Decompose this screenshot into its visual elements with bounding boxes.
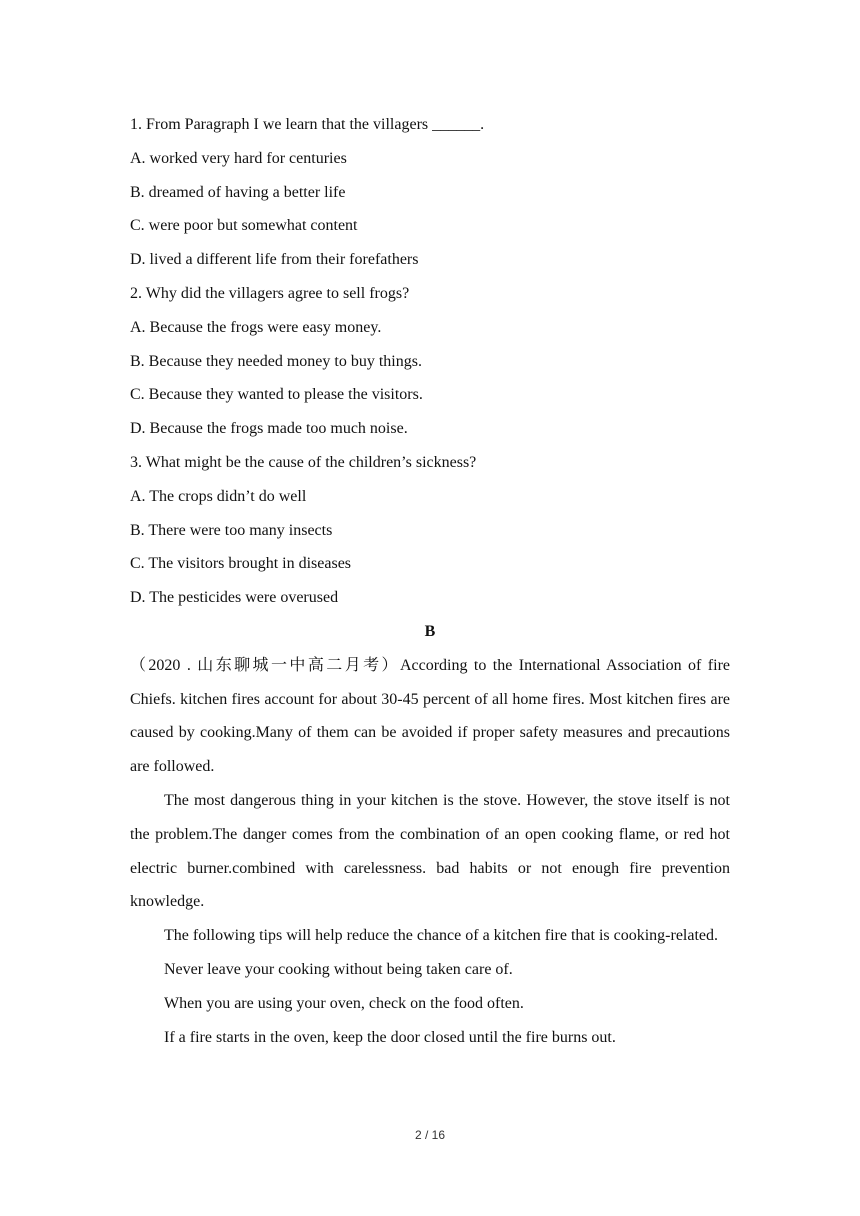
answer-option: D. lived a different life from their forefathers <box>130 251 419 269</box>
passage-paragraph: （2020 . 山东聊城一中高二月考）According to the International Association of fire Chiefs. kitchen fires account for about 30-45 percent of all home fires. Most kitchen fires are caused by cooking.Many of them can be avoided if proper safety measures and precautions are followed. <box>130 656 730 776</box>
safety-tip: If a fire starts in the oven, keep the door closed until the fire burns out. <box>164 1028 616 1046</box>
answer-option: B. Because they needed money to buy things. <box>130 352 422 370</box>
page-content <box>130 108 730 1054</box>
answer-option: B. dreamed of having a better life <box>130 183 346 201</box>
question-block <box>130 108 730 277</box>
answer-option: C. Because they wanted to please the visitors. <box>130 386 423 404</box>
answer-option: A. The crops didn’t do well <box>130 487 307 505</box>
answer-option: B. There were too many insects <box>130 521 333 539</box>
answer-option: D. The pesticides were overused <box>130 589 339 607</box>
safety-tip: When you are using your oven, check on the food often. <box>164 994 524 1012</box>
question-block <box>130 446 730 615</box>
answer-option: D. Because the frogs made too much noise. <box>130 420 408 438</box>
passage-paragraph: The following tips will help reduce the chance of a kitchen fire that is cooking-related. <box>164 927 719 945</box>
question-stem: 3. What might be the cause of the children’s sickness? <box>130 453 477 471</box>
question-stem: 1. From Paragraph I we learn that the villagers ______. <box>130 116 485 133</box>
section-heading: B <box>424 622 436 640</box>
answer-option: C. were poor but somewhat content <box>130 217 358 235</box>
question-stem: 2. Why did the villagers agree to sell frogs? <box>130 284 410 302</box>
page-number: 2 / 16 <box>414 1128 446 1142</box>
question-block <box>130 277 730 446</box>
answer-option: A. Because the frogs were easy money. <box>130 318 382 336</box>
passage-paragraph: The most dangerous thing in your kitchen is the stove. However, the stove itself is not the problem.The danger comes from the combination of an open cooking flame, or red hot electric burner.combined with carelessness. bad habits or not enough fire prevention knowledge. <box>130 791 730 911</box>
safety-tip: Never leave your cooking without being taken care of. <box>164 960 513 978</box>
answer-option: A. worked very hard for centuries <box>130 149 347 167</box>
answer-option: C. The visitors brought in diseases <box>130 555 352 573</box>
